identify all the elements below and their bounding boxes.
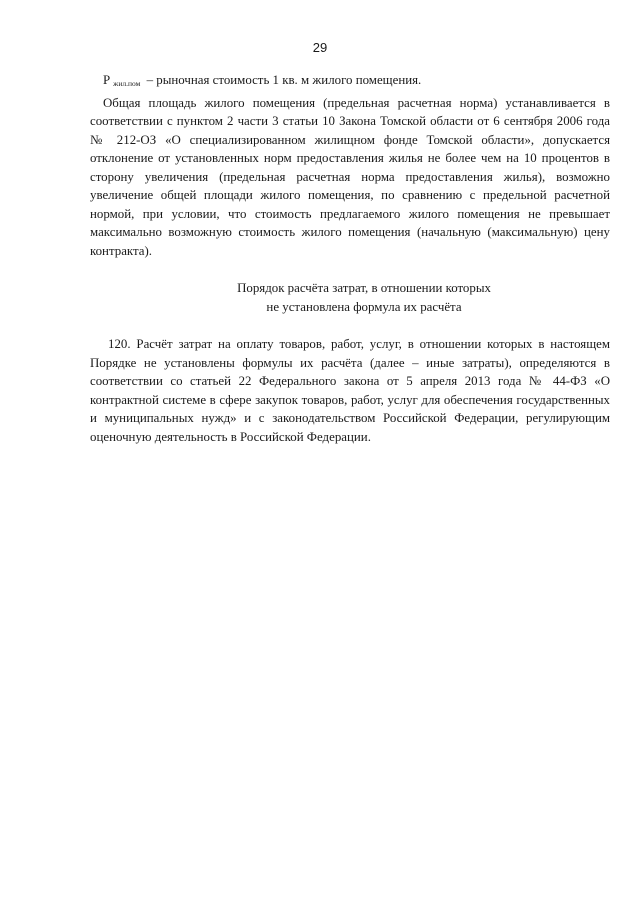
section-heading-line-2: не установлена формула их расчёта: [266, 299, 462, 314]
paragraph-housing-area: Общая площадь жилого помещения (предельная расчетная норма) устанавливается в соответствии с пунктом 2 части 3 статьи 10 Закона Томской области от 6 сентября 2006 года № 212-ОЗ «О специализированном жилищном фонде Томской области», допускается отклонение от установленных норм предоставления жилья не более чем на 10 процентов в сторону увеличения (предельная расчетная норма предоставления жилья), возможно увеличение общей площади жилого помещения, по сравнению с предельной расчетной нормой, при условии, что стоимость предлагаемого жилого помещения не превышает максимально возможную стоимость жилого помещения (начальную (максимальную) цену контракта).: [90, 95, 610, 258]
section-heading: [90, 279, 610, 316]
variable-symbol: P: [103, 73, 111, 87]
variable-definition: [90, 71, 610, 94]
paragraph-120: 120. Расчёт затрат на оплату товаров, работ, услуг, в отношении которых в настоящем Порядке не установлены формулы их расчёта (далее – иные затраты), определяются в соответствии со статьей 22 Федерального закона от 5 апреля 2013 года № 44-ФЗ «О контрактной системе в сфере закупок товаров, работ, услуг для обеспечения государственных и муниципальных нужд» и с законодательством Российской Федерации, регулирующим оценочную деятельность в Российской Федерации.: [90, 337, 610, 444]
document-body: [90, 71, 610, 446]
variable-description: – рыночная стоимость 1 кв. м жилого помещения.: [146, 73, 422, 87]
variable-subscript: жил.пом: [113, 79, 141, 88]
page-number: 29: [312, 40, 328, 55]
section-heading-line-1: Порядок расчёта затрат, в отношении которых: [237, 281, 491, 295]
